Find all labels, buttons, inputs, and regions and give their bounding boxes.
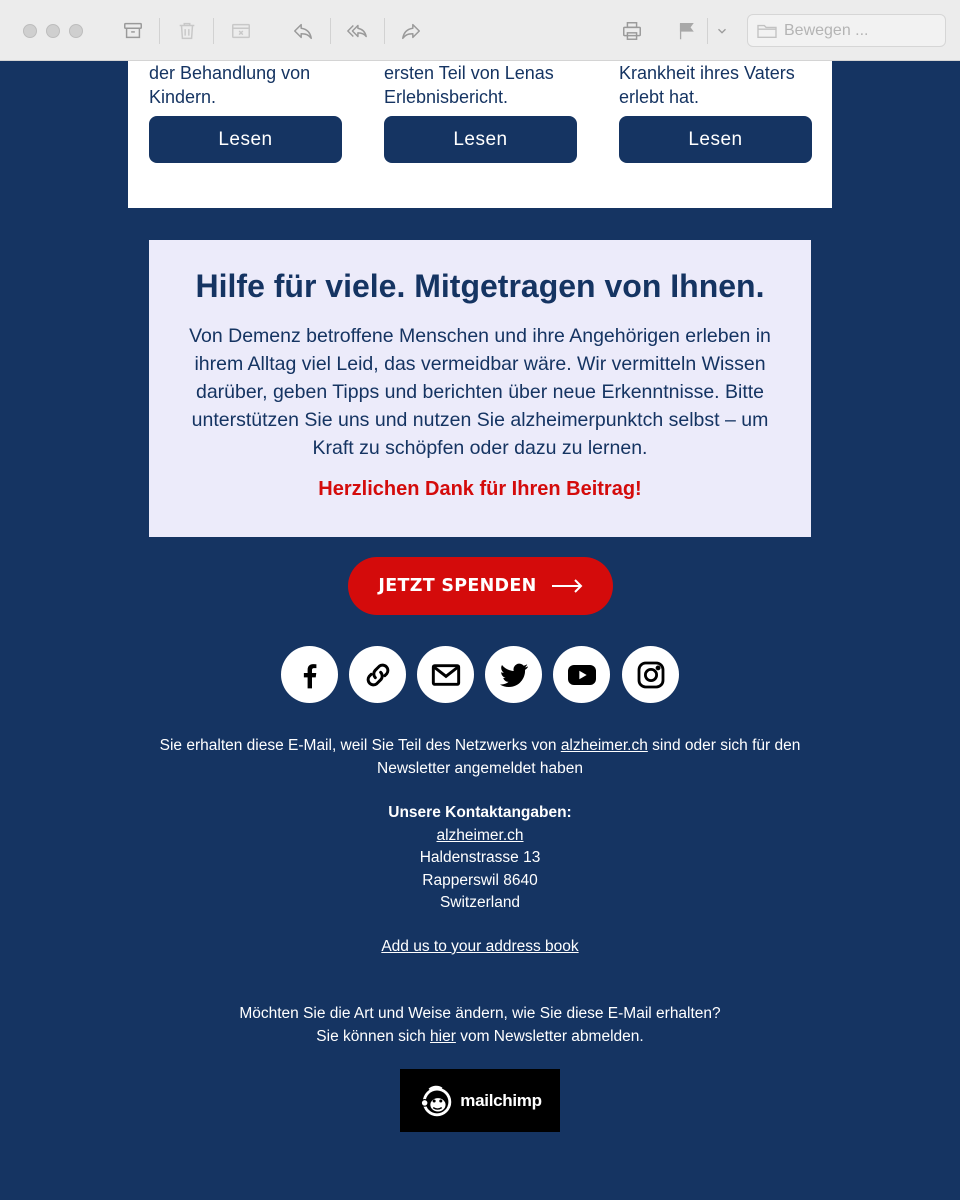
change-question: Möchten Sie die Art und Weise ändern, wie Sie diese E-Mail erhalten?: [239, 1005, 721, 1022]
read-button-1[interactable]: Lesen: [149, 116, 342, 163]
contact-street: Haldenstrasse 13: [419, 849, 541, 866]
mail-toolbar: [0, 0, 960, 61]
folder-icon: [756, 22, 778, 40]
chevron-down-icon: [715, 24, 729, 38]
contact-country: Switzerland: [439, 894, 521, 911]
contact-heading: Unsere Kontaktangaben:: [388, 804, 572, 821]
window-zoom-button[interactable]: [69, 24, 83, 38]
unsubscribe-link[interactable]: hier: [430, 1027, 456, 1045]
print-icon: [621, 20, 643, 42]
read-button-2[interactable]: Lesen: [384, 116, 577, 163]
facebook-link[interactable]: [281, 646, 338, 703]
reply-icon: [292, 20, 314, 42]
arrow-right-icon: [551, 579, 583, 593]
read-button-3[interactable]: Lesen: [619, 116, 812, 163]
junk-button[interactable]: [226, 16, 256, 46]
donate-button[interactable]: [348, 557, 613, 615]
reply-all-icon: [346, 20, 368, 42]
move-placeholder: Bewegen ...: [784, 21, 869, 39]
move-to-folder-field[interactable]: [747, 14, 946, 47]
email-link[interactable]: [417, 646, 474, 703]
archive-icon: [122, 20, 144, 42]
donate-label: JETZT SPENDEN: [378, 576, 537, 596]
email-icon: [430, 659, 462, 691]
appeal-body: Von Demenz betroffene Menschen und ihre Angehörigen erleben in ihrem Alltag viel Leid, das vermeidbar wäre. Wir vermitteln Wissen darüber, geben Tipps und berichten über neue Erkenntnisse. Bitte unterstützen Sie uns und nutzen Sie alzheimerpunktch selbst – um Kraft zu schöpfen oder dazu zu lernen.: [189, 325, 771, 459]
window-minimize-button[interactable]: [46, 24, 60, 38]
mailchimp-label: mailchimp: [460, 1090, 542, 1110]
article-snippet: der Behandlung von Kindern.: [149, 63, 311, 107]
youtube-link[interactable]: [553, 646, 610, 703]
trash-icon: [176, 20, 198, 42]
instagram-icon: [635, 659, 667, 691]
contact-website-link[interactable]: alzheimer.ch: [436, 826, 524, 844]
window-close-button[interactable]: [23, 24, 37, 38]
reply-all-button[interactable]: [342, 16, 372, 46]
article-snippet: ersten Teil von Lenas Erlebnisbericht.: [384, 63, 554, 107]
print-button[interactable]: [617, 16, 647, 46]
facebook-icon: [294, 659, 326, 691]
twitter-link[interactable]: [485, 646, 542, 703]
forward-icon: [400, 20, 422, 42]
mailchimp-badge[interactable]: [400, 1069, 560, 1132]
appeal-title: Hilfe für viele. Mitgetragen von Ihnen.: [195, 268, 765, 304]
address-book-row: [140, 936, 820, 959]
preferences-block: Möchten Sie die Art und Weise ändern, wie Sie diese E-Mail erhalten? Sie können sich hier vom Newsletter abmelden.: [140, 1003, 820, 1048]
flag-icon: [676, 20, 698, 42]
subscription-reason: Sie erhalten diese E-Mail, weil Sie Teil des Netzwerks von alzheimer.ch sind oder sich für den Newsletter angemeldet haben: [159, 737, 801, 777]
trash-button[interactable]: [172, 16, 202, 46]
flag-menu-button[interactable]: [709, 16, 735, 46]
twitter-icon: [498, 659, 530, 691]
website-link[interactable]: [349, 646, 406, 703]
flag-button[interactable]: [672, 16, 702, 46]
mailchimp-logo-icon: [418, 1082, 456, 1120]
contact-city: Rapperswil 8640: [422, 871, 538, 889]
youtube-icon: [566, 659, 598, 691]
alzheimer-link[interactable]: alzheimer.ch: [560, 737, 648, 754]
contact-block: [140, 802, 820, 915]
link-icon: [362, 659, 394, 691]
instagram-link[interactable]: [622, 646, 679, 703]
forward-button[interactable]: [396, 16, 426, 46]
article-snippet: Krankheit ihres Vaters erlebt hat.: [619, 63, 795, 107]
reply-button[interactable]: [288, 16, 318, 46]
add-address-book-link[interactable]: Add us to your address book: [381, 938, 579, 955]
junk-icon: [230, 20, 252, 42]
archive-button[interactable]: [118, 16, 148, 46]
donation-appeal-panel: [149, 240, 811, 537]
articles-card: [128, 61, 832, 208]
appeal-thanks: Herzlichen Dank für Ihren Beitrag!: [318, 478, 642, 500]
